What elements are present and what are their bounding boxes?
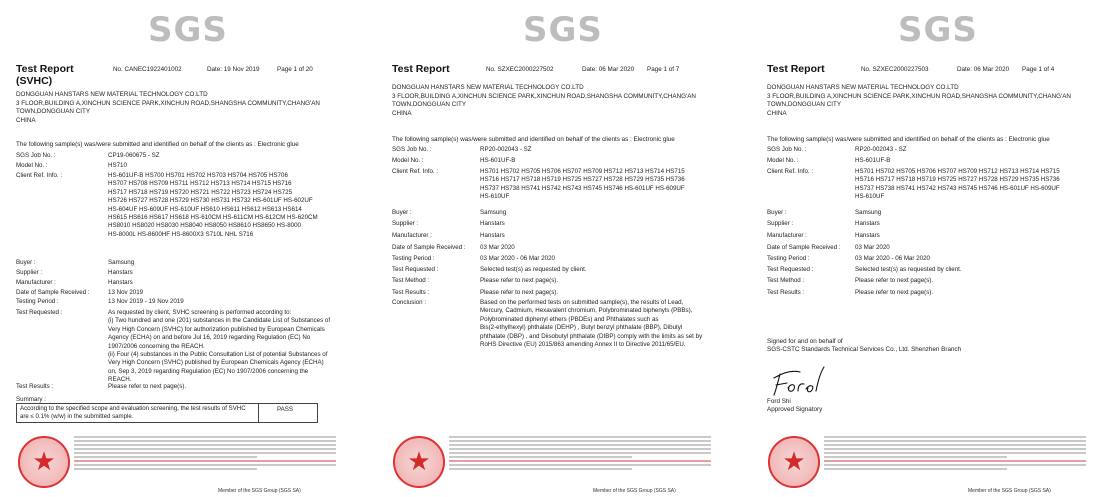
field-label: Test Results : [767, 289, 805, 296]
address-line-2: TOWN,DONGGUAN CITY [392, 101, 467, 109]
star-icon: ★ [407, 446, 431, 476]
applicant-block [16, 91, 340, 125]
field-value: Hanstars [855, 220, 880, 227]
field-value: Hanstars [108, 269, 133, 276]
country: CHINA [767, 109, 787, 117]
country: CHINA [392, 109, 412, 117]
seal-stamp-icon [393, 436, 445, 488]
field-value: Hanstars [855, 232, 880, 239]
address-line-2: TOWN,DONGGUAN CITY [767, 101, 842, 109]
field-value: Please refer to next page(s). [480, 277, 559, 284]
member-text: Member of the SGS Group (SGS SA) [968, 488, 1051, 494]
applicant-block [392, 84, 715, 118]
signer-name: Ford Shi [767, 398, 791, 405]
page-number: Page 1 of 20 [277, 66, 313, 73]
report-page-3 [750, 0, 1090, 497]
field-value: HS-601UF-B [855, 157, 891, 164]
field-label: Date of Sample Received : [392, 244, 466, 251]
field-label: Supplier : [767, 220, 794, 227]
report-subtitle: (SVHC) [16, 75, 53, 87]
seal-stamp-icon [768, 436, 820, 488]
field-label: Conclusion : [392, 299, 427, 306]
field-label: Test Requested : [767, 266, 814, 273]
report-number: No. SZXEC2000227502 [486, 66, 554, 73]
field-label: Testing Period : [392, 255, 435, 262]
page-number: Page 1 of 7 [647, 66, 680, 73]
field-label: Client Ref. Info. : [16, 172, 63, 179]
member-text: Member of the SGS Group (SGS SA) [218, 488, 301, 494]
field-value: 13 Nov 2019 [108, 289, 144, 296]
field-label: Test Requested : [16, 309, 63, 316]
field-value: Hanstars [480, 232, 505, 239]
field-value: Please refer to next page(s). [480, 289, 559, 296]
fine-print-block [449, 436, 711, 482]
field-label: Test Results : [16, 383, 54, 390]
signed-line-2: SGS-CSTC Standards Technical Services Co., Ltd. Shenzhen Branch [767, 346, 962, 354]
applicant-block [767, 84, 1090, 118]
address-line-1: 3 FLOOR,BUILDING A,XINCHUN SCIENCE PARK,XINCHUN ROAD,SHANGSHA COMMUNITY,CHANG'AN [767, 92, 1071, 100]
applicant-name: DONGGUAN HANSTARS NEW MATERIAL TECHNOLOGY CO.LTD [392, 84, 584, 91]
star-icon: ★ [32, 446, 56, 476]
report-date: Date: 19 Nov 2019 [207, 66, 260, 73]
sgs-logo: SGS [898, 10, 978, 50]
field-value: HS710 [108, 162, 127, 169]
applicant-name: DONGGUAN HANSTARS NEW MATERIAL TECHNOLOGY CO.LTD [16, 91, 208, 98]
intro-text: The following sample(s) was/were submitted and identified on behalf of the clients as : Electronic glue [767, 136, 1050, 143]
field-value: 03 Mar 2020 - 06 Mar 2020 [480, 255, 555, 262]
field-value: Based on the performed tests on submitted sample(s), the results of Lead, Mercury, Cadmium, Hexavalent chromium, Polybrominated biphenyls (PBBs), Polybrominated diphenyl ethers (PBDEs) and Phthalates such as Bis(2-ethylhexyl) phthalate (DEHP) , Butyl benzyl phthalate (BBP), Dibutyl phthalate (DBP) , and Diisobutyl phthalate (DIBP) comply with the limits as set by RoHS Directive (EU) 2015/863 amending Annex II to Directive 2011/65/EU. [480, 299, 703, 349]
summary-divider [258, 404, 259, 422]
sgs-logo: SGS [523, 10, 603, 50]
field-value: Please refer to next page(s). [855, 277, 934, 284]
field-label: Test Method : [767, 277, 805, 284]
address-line-2: TOWN,DONGGUAN CITY [16, 108, 91, 116]
report-number: No. CANEC1922401002 [113, 66, 182, 73]
summary-result: PASS [277, 406, 294, 413]
fine-print-block [74, 436, 336, 482]
seal-stamp-icon [18, 436, 70, 488]
summary-box [16, 403, 318, 423]
address-line-1: 3 FLOOR,BUILDING A,XINCHUN SCIENCE PARK,XINCHUN ROAD,SHANGSHA COMMUNITY,CHANG'AN [16, 99, 320, 107]
field-label: Model No. : [767, 157, 799, 164]
field-value: Selected test(s) as requested by client. [480, 266, 587, 273]
field-label: Test Requested : [392, 266, 439, 273]
field-value: HS701 HS702 HS705 HS706 HS707 HS709 HS712 HS713 HS714 HS715 HS716 HS717 HS718 HS719 HS725 HS727 HS728 HS729 HS735 HS736 HS737 HS738 HS741 HS742 HS743 HS745 HS746 HS-601UF HS-609UF HS-610UF [855, 168, 1060, 201]
report-date: Date: 06 Mar 2020 [582, 66, 635, 73]
sgs-logo: SGS [148, 10, 228, 50]
field-value: HS-601UF-B [480, 157, 516, 164]
member-text: Member of the SGS Group (SGS SA) [593, 488, 676, 494]
field-label: Testing Period : [767, 255, 810, 262]
field-value: Please refer to next page(s). [108, 383, 187, 390]
field-value: 13 Nov 2019 - 19 Nov 2019 [108, 298, 184, 305]
applicant-name: DONGGUAN HANSTARS NEW MATERIAL TECHNOLOGY CO.LTD [767, 84, 959, 91]
field-value: Hanstars [480, 220, 505, 227]
report-title: Test Report [392, 63, 450, 75]
field-label: Manufacturer : [16, 279, 56, 286]
field-label: Model No. : [392, 157, 424, 164]
field-label: Buyer : [767, 209, 787, 216]
field-label: Model No. : [16, 162, 48, 169]
field-value: HS-601UF-B HS700 HS701 HS702 HS703 HS704 HS705 HS706 HS707 HS708 HS709 HS711 HS712 HS713 HS714 HS715 HS716 HS717 HS718 HS719 HS720 HS721 HS722 HS723 HS724 HS725 HS726 HS727 HS728 HS729 HS730 HS731 HS732 HS-601UF HS-602UF HS-604UF HS-609UF HS-610UF HS610 HS611 HS612 HS613 HS614 HS615 HS616 HS617 HS618 HS-610CM HS-611CM HS-612CM HS-620CM HS8010 HS8020 HS8030 HS8040 HS8050 HS8610 HS8650 HS-8000 HS-8000L HS-8600HF HS-8600X3 S710L NHL S716 [108, 172, 318, 238]
field-label: SGS Job No. : [392, 146, 432, 153]
field-label: Manufacturer : [767, 232, 807, 239]
field-value: 03 Mar 2020 [855, 244, 890, 251]
intro-text: The following sample(s) was/were submitted and identified on behalf of the clients as : Electronic glue [392, 136, 675, 143]
field-value: RP20-002043 - SZ [480, 146, 532, 153]
report-page-1 [0, 0, 340, 497]
signed-line-1: Signed for and on behalf of [767, 338, 843, 345]
field-value: Hanstars [108, 279, 133, 286]
field-label: Test Results : [392, 289, 430, 296]
summary-title: Summary : [16, 396, 46, 403]
field-label: Buyer : [16, 259, 36, 266]
country: CHINA [16, 116, 36, 124]
report-page-2 [375, 0, 715, 497]
field-value: Please refer to next page(s). [855, 289, 934, 296]
report-title: Test Report [767, 63, 825, 75]
address-line-1: 3 FLOOR,BUILDING A,XINCHUN SCIENCE PARK,XINCHUN ROAD,SHANGSHA COMMUNITY,CHANG'AN [392, 92, 696, 100]
field-value: Samsung [480, 209, 507, 216]
field-value: HS701 HS702 HS705 HS706 HS707 HS709 HS712 HS713 HS714 HS715 HS716 HS717 HS718 HS719 HS725 HS727 HS728 HS729 HS735 HS736 HS737 HS738 HS741 HS742 HS743 HS745 HS746 HS-601UF HS-609UF HS-610UF [480, 168, 685, 201]
field-value: 03 Mar 2020 [480, 244, 515, 251]
field-value: Samsung [108, 259, 135, 266]
field-label: SGS Job No. : [767, 146, 807, 153]
signer-title: Approved Signatory [767, 406, 823, 414]
field-value: Selected test(s) as requested by client. [855, 266, 962, 273]
signature-image [770, 364, 840, 398]
field-label: Test Method : [392, 277, 430, 284]
page-number: Page 1 of 4 [1022, 66, 1055, 73]
field-value: 03 Mar 2020 - 06 Mar 2020 [855, 255, 930, 262]
intro-text: The following sample(s) was/were submitted and identified on behalf of the clients as : Electronic glue [16, 141, 299, 148]
field-value: Samsung [855, 209, 882, 216]
field-label: Client Ref. Info. : [392, 168, 439, 175]
signer-block [767, 398, 822, 414]
field-value: CP19-060675 - SZ [108, 152, 160, 159]
field-label: Testing Period : [16, 298, 59, 305]
field-label: Manufacturer : [392, 232, 432, 239]
fine-print-block [824, 436, 1086, 482]
field-value: RP20-002043 - SZ [855, 146, 907, 153]
field-label: Date of Sample Received : [767, 244, 841, 251]
report-title: Test Report [16, 63, 74, 75]
report-date: Date: 06 Mar 2020 [957, 66, 1010, 73]
field-label: Supplier : [392, 220, 419, 227]
field-label: SGS Job No. : [16, 152, 56, 159]
field-value: As requested by client, SVHC screening is performed according to: (i) Two hundred and one (201) substances in the Candidate List of Substances of Very High Concern (SVHC) for authorization published by European Chemicals Agency (ECHA) on and before Jul 16, 2019 regarding Regulation (EC) No 1907/2006 concerning the REACH. (ii) Four (4) substances in the Public Consultation List of potential Substances of Very High Concern (SVHC) published by European Chemicals Agency (ECHA) on, Sep 3, 2019 regarding Regulation (EC) No 1907/2006 concerning the REACH. [108, 309, 331, 384]
signed-block [767, 338, 961, 354]
field-label: Supplier : [16, 269, 43, 276]
summary-text: According to the specified scope and evaluation screening, the test results of SVHC are ≤ 0.1% (w/w) in the submitted sample. [20, 405, 246, 420]
field-label: Client Ref. Info. : [767, 168, 814, 175]
field-label: Date of Sample Received : [16, 289, 90, 296]
field-label: Buyer : [392, 209, 412, 216]
report-number: No. SZXEC2000227503 [861, 66, 929, 73]
star-icon: ★ [782, 446, 806, 476]
